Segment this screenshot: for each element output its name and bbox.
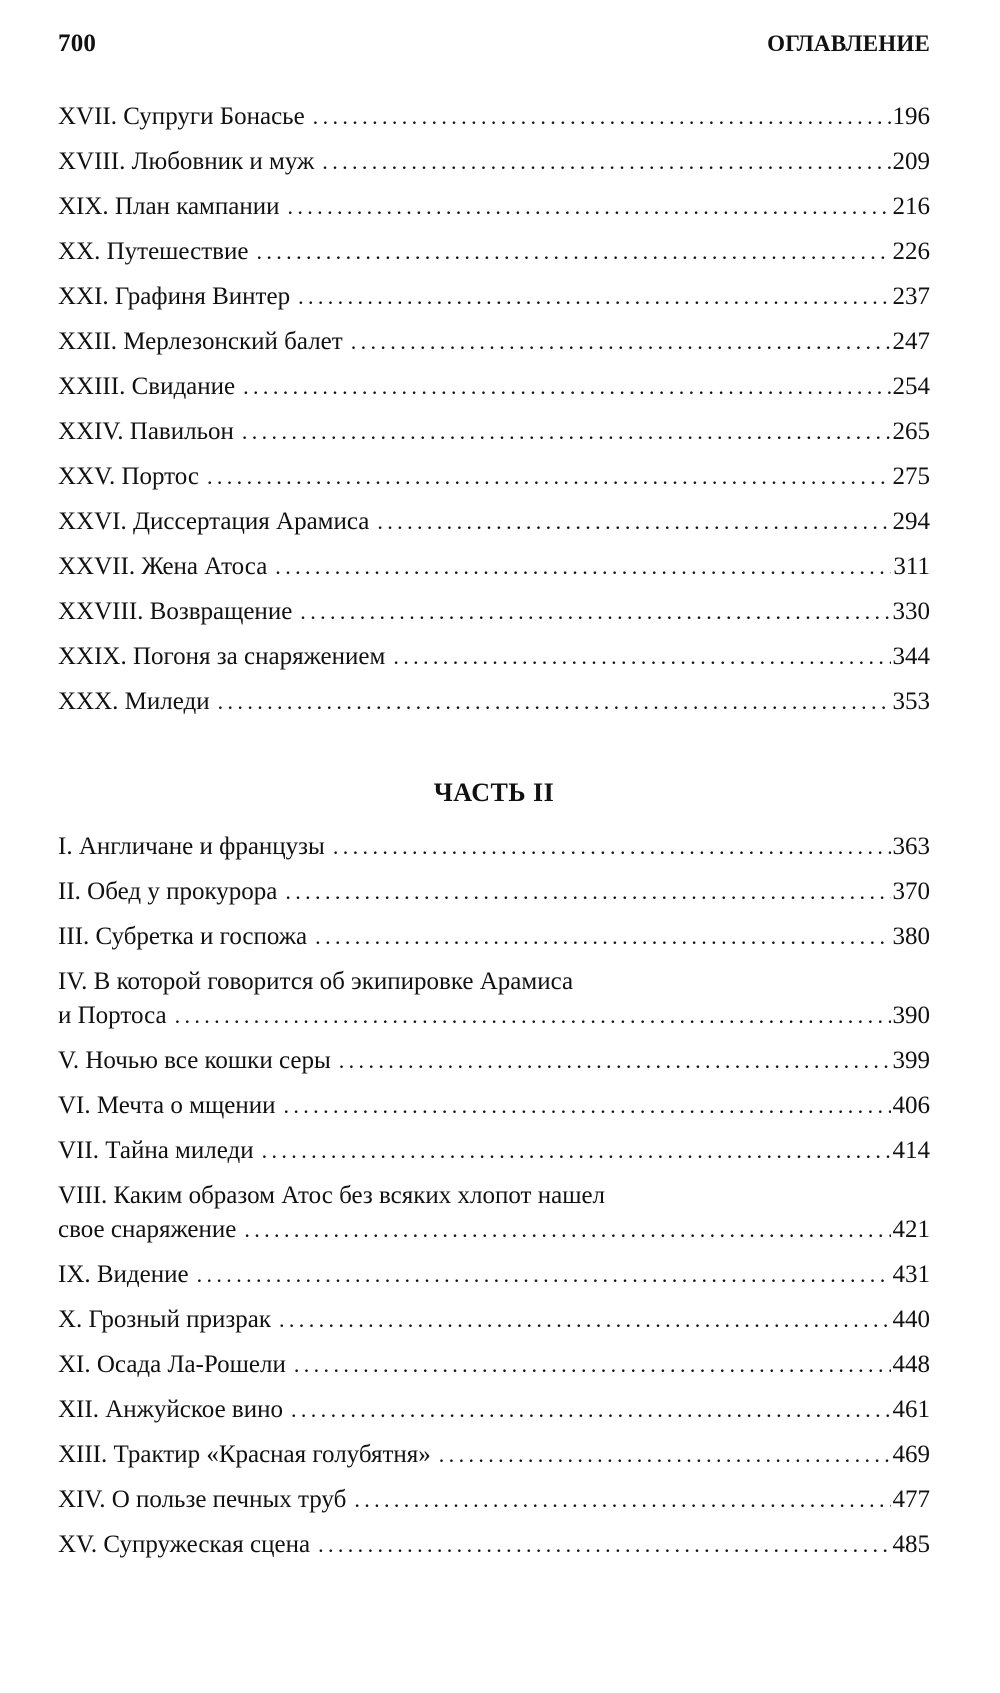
dot-leader <box>285 875 890 909</box>
toc-entry-title: VII. Тайна миледи <box>58 1137 254 1164</box>
toc-entry-page: 275 <box>892 463 930 490</box>
toc-entry <box>58 145 930 179</box>
running-head <box>58 30 930 58</box>
toc-entry <box>58 875 930 909</box>
dot-leader <box>298 280 890 314</box>
part-heading: ЧАСТЬ II <box>433 778 555 807</box>
toc-entry <box>58 1258 930 1292</box>
toc-entry <box>58 100 930 134</box>
toc-entry-title: III. Субретка и госпожа <box>58 923 308 950</box>
toc-entry <box>58 460 930 494</box>
toc-entry-page: 399 <box>892 1047 930 1074</box>
toc-entry <box>58 1528 930 1562</box>
toc-part-1 <box>58 100 930 730</box>
page-number: 700 <box>58 30 97 57</box>
dot-leader <box>351 325 891 359</box>
toc-entry-title: VI. Мечта о мщении <box>58 1092 276 1119</box>
dot-leader <box>439 1438 891 1472</box>
toc-entry-title: X. Грозный призрак <box>58 1306 271 1333</box>
toc-entry-title: XIV. О пользе печных труб <box>58 1486 347 1513</box>
toc-entry-page: 237 <box>892 283 930 310</box>
toc-entry-title: XXVIII. Возвращение <box>58 598 293 625</box>
toc-entry <box>58 965 930 1033</box>
dot-leader <box>339 1044 891 1078</box>
toc-part-2 <box>58 830 930 1573</box>
toc-entry <box>58 190 930 224</box>
dot-leader <box>175 999 891 1033</box>
toc-entry-page: 216 <box>892 193 930 220</box>
dot-leader <box>333 830 891 864</box>
toc-entry-title: и Портоса <box>58 1002 167 1029</box>
toc-entry-page: 330 <box>892 598 930 625</box>
toc-entry-page: 353 <box>892 688 930 715</box>
dot-leader <box>279 1303 891 1337</box>
toc-entry-title: XVIII. Любовник и муж <box>58 148 315 175</box>
dot-leader <box>218 685 891 719</box>
toc-entry-title: XXII. Мерлезонский балет <box>58 328 343 355</box>
dot-leader <box>243 370 890 404</box>
toc-entry-page: 406 <box>892 1092 930 1119</box>
toc-entry <box>58 550 930 584</box>
toc-entry-title: XXIV. Павильон <box>58 418 234 445</box>
toc-entry-title: XXI. Графиня Винтер <box>58 283 291 310</box>
toc-entry <box>58 830 930 864</box>
toc-entry <box>58 1179 930 1247</box>
toc-entry-title-first-line: IV. В которой говорится об экипировке Арамиса <box>58 968 574 995</box>
toc-entry <box>58 1393 930 1427</box>
toc-entry-page: 226 <box>892 238 930 265</box>
toc-entry-title: V. Ночью все кошки серы <box>58 1047 331 1074</box>
dot-leader <box>275 550 891 584</box>
toc-entry <box>58 1303 930 1337</box>
toc-entry-title: XI. Осада Ла-Рошели <box>58 1351 286 1378</box>
toc-entry <box>58 920 930 954</box>
dot-leader <box>318 1528 890 1562</box>
toc-entry-title: II. Обед у прокурора <box>58 878 278 905</box>
toc-entry-page: 414 <box>892 1137 930 1164</box>
toc-entry-title: XIII. Трактир «Красная голубятня» <box>58 1441 431 1468</box>
toc-entry-page: 421 <box>892 1216 930 1243</box>
dot-leader <box>291 1393 891 1427</box>
dot-leader <box>283 1089 890 1123</box>
toc-entry-title: XXIX. Погоня за снаряжением <box>58 643 386 670</box>
toc-entry-title: XX. Путешествие <box>58 238 249 265</box>
toc-entry <box>58 505 930 539</box>
dot-leader <box>322 145 890 179</box>
toc-entry-page: 461 <box>892 1396 930 1423</box>
dot-leader <box>354 1483 890 1517</box>
dot-leader <box>313 100 891 134</box>
dot-leader <box>377 505 890 539</box>
toc-entry-page: 370 <box>892 878 930 905</box>
toc-entry-title: XV. Супружеская сцена <box>58 1531 311 1558</box>
toc-entry <box>58 325 930 359</box>
toc-entry <box>58 1438 930 1472</box>
running-title: ОГЛАВЛЕНИЕ <box>767 31 930 56</box>
toc-entry-page: 469 <box>892 1441 930 1468</box>
toc-entry-title: XXVII. Жена Атоса <box>58 553 268 580</box>
toc-entry-page: 390 <box>892 1002 930 1029</box>
dot-leader <box>315 920 890 954</box>
toc-entry-page: 380 <box>892 923 930 950</box>
toc-entry-page: 196 <box>892 103 930 130</box>
toc-entry-title: XXIII. Свидание <box>58 373 236 400</box>
toc-entry-page: 477 <box>892 1486 930 1513</box>
toc-entry-title: I. Англичане и французы <box>58 833 325 860</box>
toc-entry-page: 254 <box>892 373 930 400</box>
toc-entry-page: 247 <box>892 328 930 355</box>
dot-leader <box>244 1213 890 1247</box>
dot-leader <box>300 595 890 629</box>
toc-entry-title: XXVI. Диссертация Арамиса <box>58 508 370 535</box>
toc-entry-page: 209 <box>892 148 930 175</box>
toc-entry-page: 448 <box>892 1351 930 1378</box>
toc-entry <box>58 595 930 629</box>
toc-entry <box>58 640 930 674</box>
toc-entry-title: XXX. Миледи <box>58 688 210 715</box>
dot-leader <box>262 1134 891 1168</box>
toc-entry-page: 344 <box>892 643 930 670</box>
toc-entry <box>58 1483 930 1517</box>
toc-entry <box>58 370 930 404</box>
toc-entry <box>58 415 930 449</box>
toc-entry <box>58 1348 930 1382</box>
dot-leader <box>256 235 890 269</box>
toc-entry-title: XII. Анжуйское вино <box>58 1396 283 1423</box>
toc-entry-page: 311 <box>893 553 930 580</box>
toc-entry <box>58 280 930 314</box>
toc-entry-title: IX. Видение <box>58 1261 189 1288</box>
toc-entry-title: XVII. Супруги Бонасье <box>58 103 305 130</box>
toc-entry <box>58 1044 930 1078</box>
dot-leader <box>197 1258 891 1292</box>
toc-entry-page: 294 <box>892 508 930 535</box>
toc-entry <box>58 1134 930 1168</box>
dot-leader <box>287 190 890 224</box>
dot-leader <box>207 460 891 494</box>
toc-entry-title-first-line: VIII. Каким образом Атос без всяких хлопот нашел <box>58 1182 606 1209</box>
toc-entry <box>58 685 930 719</box>
toc-entry-page: 440 <box>892 1306 930 1333</box>
toc-entry-page: 485 <box>892 1531 930 1558</box>
toc-entry-title: свое снаряжение <box>58 1216 237 1243</box>
toc-entry-page: 431 <box>892 1261 930 1288</box>
toc-entry-title: XIX. План кампании <box>58 193 280 220</box>
toc-entry-page: 265 <box>892 418 930 445</box>
dot-leader <box>242 415 891 449</box>
toc-entry-page: 363 <box>892 833 930 860</box>
dot-leader <box>294 1348 891 1382</box>
dot-leader <box>393 640 890 674</box>
toc-entry <box>58 235 930 269</box>
toc-entry <box>58 1089 930 1123</box>
toc-entry-title: XXV. Портос <box>58 463 199 490</box>
